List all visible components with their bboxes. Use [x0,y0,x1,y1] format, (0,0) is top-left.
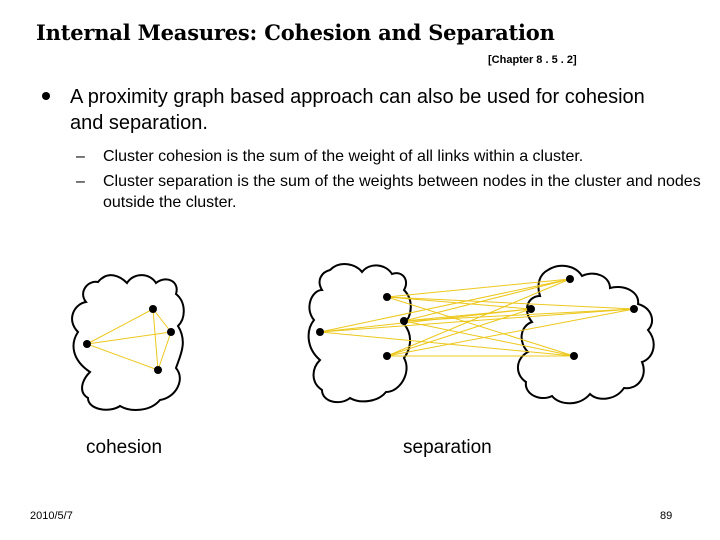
cohesion-edge [87,332,171,344]
separation-left-node [383,352,391,360]
sub-bullet-cohesion-text: Cluster cohesion is the sum of the weight of all links within a cluster. [103,148,584,165]
footer-date: 2010/5/7 [30,510,73,522]
separation-edges [320,279,634,356]
cohesion-nodes [83,305,175,374]
cohesion-node [167,328,175,336]
separation-left-cluster-outline [309,264,411,402]
separation-left-node [383,293,391,301]
separation-edge [320,309,634,332]
separation-caption: separation [403,437,492,458]
cohesion-node [149,305,157,313]
separation-left-node [316,328,324,336]
cohesion-node [83,340,91,348]
chapter-reference: [Chapter 8 . 5 . 2] [488,54,577,66]
page-number: 89 [660,510,673,522]
separation-right-node [566,275,574,283]
cohesion-edges [87,309,171,370]
separation-edge [387,279,570,356]
cohesion-node [154,366,162,374]
sub-bullet-separation-text: Cluster separation is the sum of the weights between nodes in the cluster and nodes outside the cluster. [103,173,701,211]
cohesion-edge [153,309,158,370]
separation-right-node [527,305,535,313]
cohesion-edge [87,309,153,344]
sub-bullet-dash: – [76,148,85,165]
separation-right-node [570,352,578,360]
separation-left-node [400,317,408,325]
separation-edge [387,279,570,297]
separation-right-node [630,305,638,313]
cohesion-edge [87,344,158,370]
cohesion-caption: cohesion [86,437,163,458]
main-bullet-text: A proximity graph based approach can also be used for cohesion and separation. [70,86,645,134]
separation-right-cluster-outline [518,266,654,404]
cohesion-edge [158,332,171,370]
slide-title: Internal Measures: Cohesion and Separation [36,20,555,45]
sub-bullet-dash: – [76,173,85,190]
cohesion-edge [153,309,171,332]
